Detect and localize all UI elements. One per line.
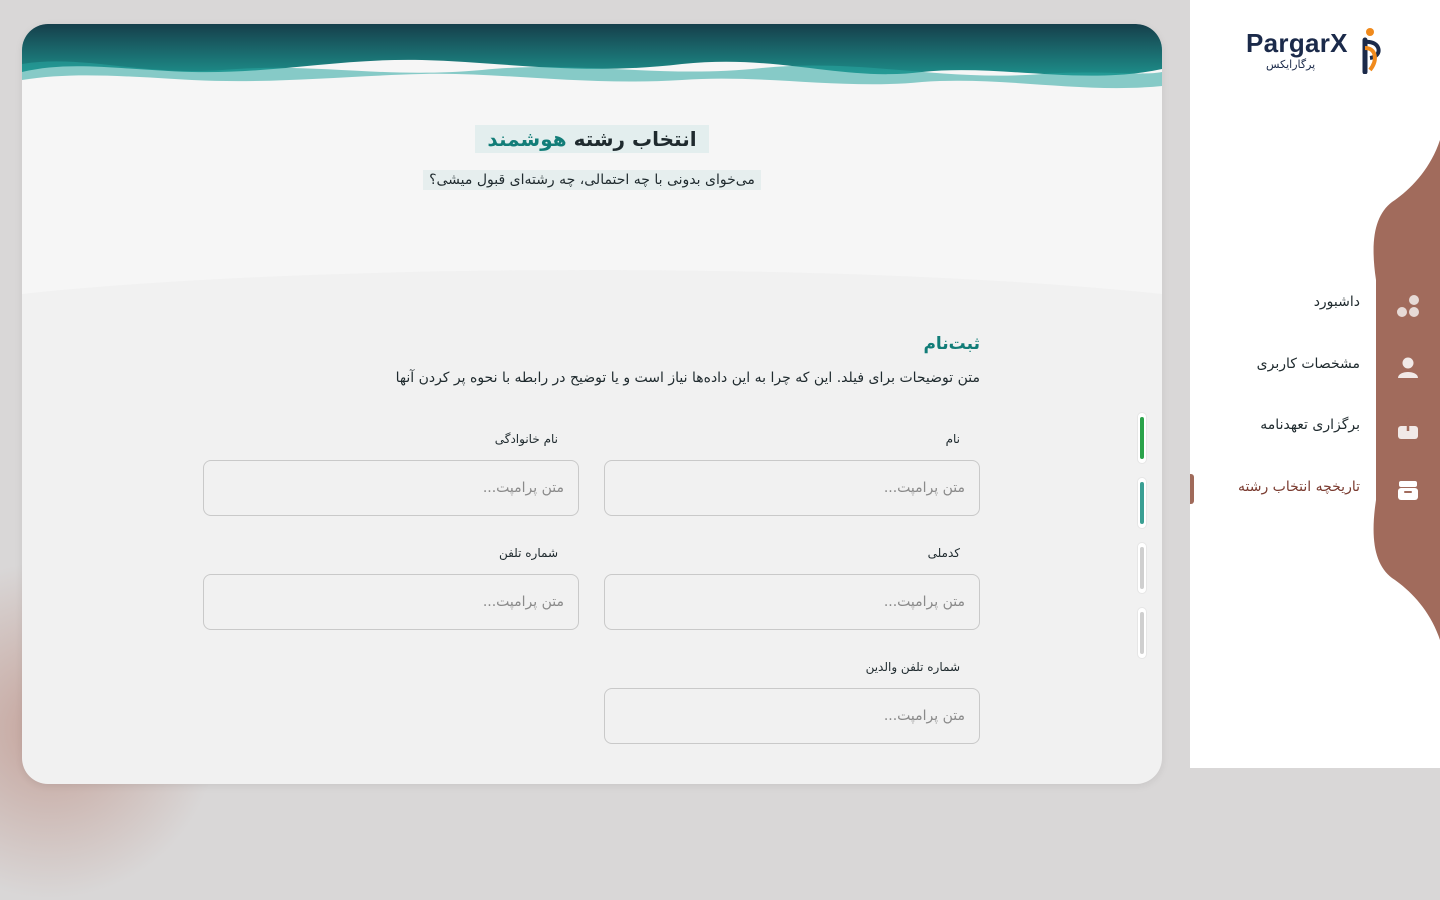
step-indicator-fill [1140, 547, 1144, 589]
sidebar-item-major-history[interactable]: تاریخچه انتخاب رشته [1237, 479, 1360, 495]
main-card [22, 24, 1162, 784]
parent-phone-field[interactable] [604, 688, 980, 744]
last-name-label: نام خانوادگی [494, 432, 558, 446]
step-indicator-fill [1140, 482, 1144, 524]
step-indicator-3[interactable] [1138, 543, 1146, 593]
sidebar-item-commitment[interactable]: برگزاری تعهدنامه [1260, 417, 1360, 433]
step-indicator-2[interactable] [1138, 478, 1146, 528]
national-id-label: کدملی [927, 546, 960, 560]
first-name-field[interactable] [604, 460, 980, 516]
logo-text: PargarX [1246, 28, 1348, 58]
phone-field[interactable] [203, 574, 579, 630]
step-indicator-fill [1140, 612, 1144, 654]
first-name-label: نام [945, 432, 960, 446]
header-wave [22, 24, 1162, 104]
sidebar-accent-shape [1370, 140, 1440, 640]
page-title [22, 127, 1162, 151]
page-title-accent: هوشمند [487, 127, 567, 151]
hero-divider-curve [22, 254, 1162, 324]
dashboard-grid-icon[interactable] [1395, 293, 1421, 319]
phone-label: شماره تلفن [498, 546, 558, 560]
form-section-description: متن توضیحات برای فیلد. این که چرا به این داده‌ها نیاز است و یا توضیح در رابطه با نحوه پر کردن آنها [395, 370, 980, 386]
step-indicator-fill [1140, 417, 1144, 459]
sidebar-item-dashboard[interactable]: داشبورد [1313, 294, 1360, 310]
logo-subtext: پرگارایکس [1266, 58, 1316, 71]
page-subtitle-text: می‌خوای بدونی با چه احتمالی، چه رشته‌ای قبول میشی؟ [423, 170, 761, 190]
sidebar [1190, 0, 1440, 768]
form-section-title: ثبت‌نام [923, 334, 980, 354]
archive-box-icon[interactable] [1395, 477, 1421, 503]
active-nav-marker [1190, 474, 1194, 504]
user-icon[interactable] [1395, 354, 1421, 380]
last-name-field[interactable] [203, 460, 579, 516]
brand-logo[interactable] [1246, 26, 1396, 76]
parent-phone-label: شماره تلفن والدین [865, 660, 960, 674]
page-title-main: انتخاب رشته [573, 127, 697, 151]
step-indicator-1[interactable] [1138, 413, 1146, 463]
step-indicator-4[interactable] [1138, 608, 1146, 658]
page-subtitle [22, 172, 1162, 188]
pargar-logo-icon [1356, 26, 1386, 74]
sidebar-item-profile[interactable]: مشخصات کاربری [1256, 356, 1360, 372]
inbox-upload-icon[interactable] [1395, 416, 1421, 442]
national-id-field[interactable] [604, 574, 980, 630]
